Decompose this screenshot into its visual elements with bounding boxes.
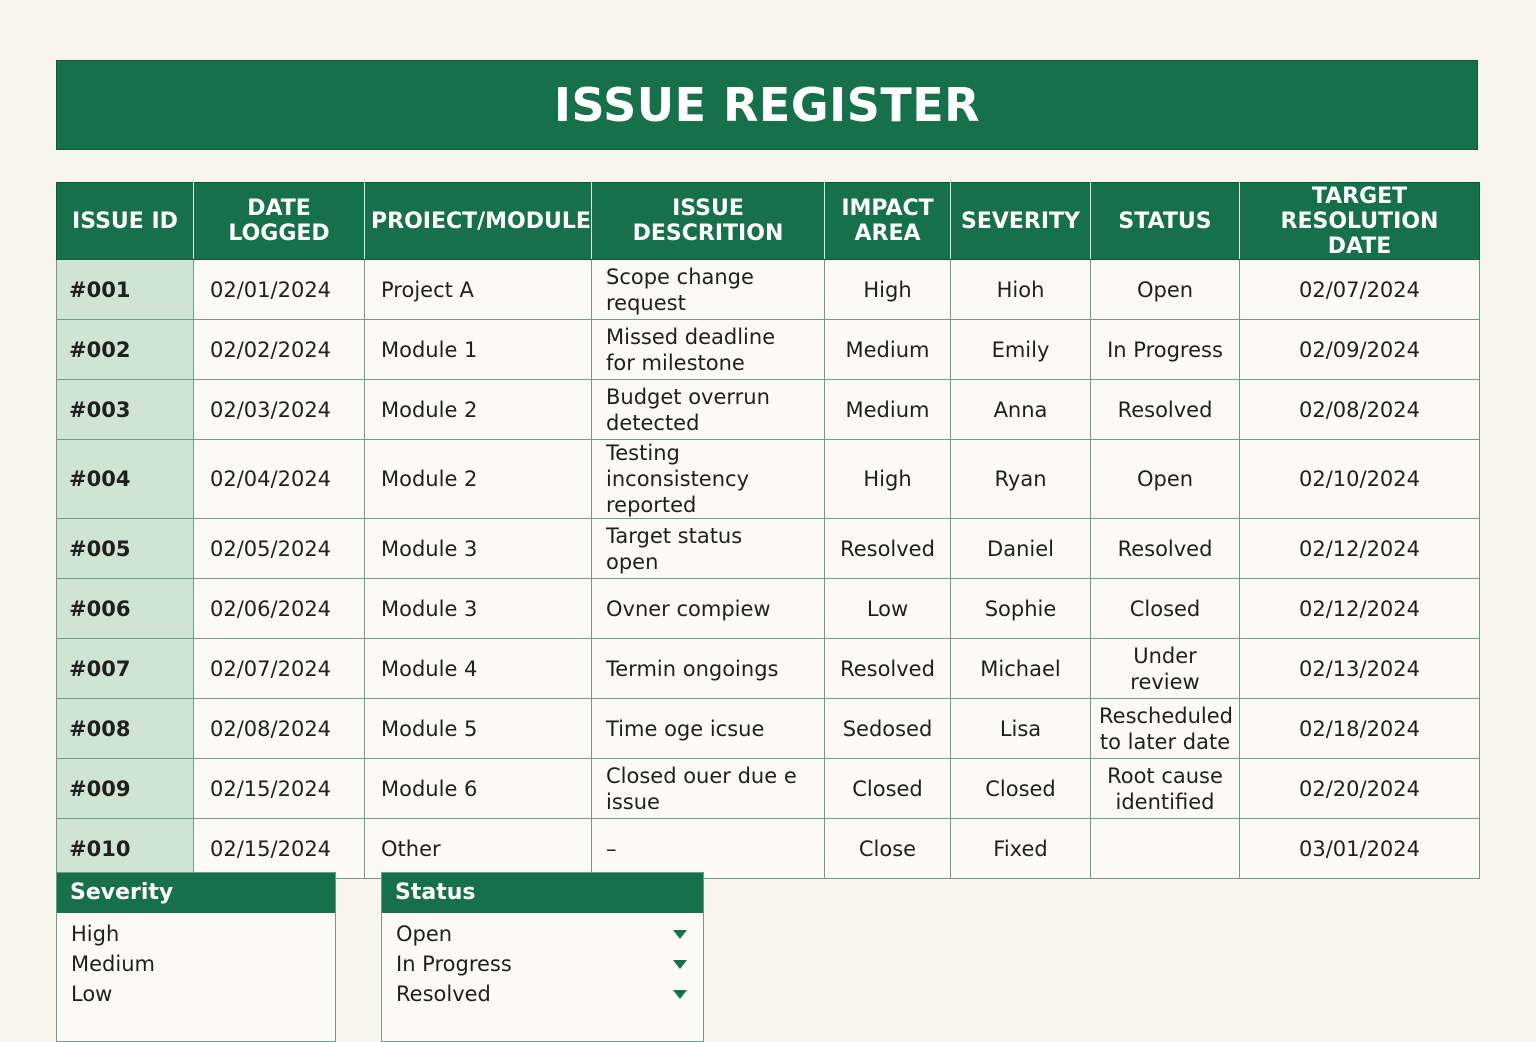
severity-cell-text: Sophie <box>984 596 1057 621</box>
issue-description-cell-text: Budget overrun detected <box>606 384 770 435</box>
impact-area-cell-text: Medium <box>845 337 930 362</box>
project-module-cell[interactable] <box>365 320 592 380</box>
target-resolution-date-cell-text: 02/08/2024 <box>1298 397 1421 422</box>
issue-id-cell[interactable] <box>57 759 194 819</box>
date-logged-cell-text: 02/05/2024 <box>210 536 332 561</box>
impact-area-cell-text: Low <box>866 596 909 621</box>
column-header-label: SEVERITY <box>961 208 1080 234</box>
date-logged-cell[interactable] <box>194 699 365 759</box>
issue-description-cell-text: Missed deadline for milestone <box>606 324 776 375</box>
date-logged-cell[interactable] <box>194 819 365 879</box>
date-logged-cell-text: 02/08/2024 <box>210 716 332 741</box>
date-logged-cell[interactable] <box>194 519 365 579</box>
status-cell-text: Closed <box>1129 596 1201 621</box>
status-option-label: In Progress <box>396 952 512 976</box>
issue-id-cell-text: #010 <box>69 836 131 861</box>
severity-cell[interactable] <box>951 440 1091 519</box>
status-cell-text: Open <box>1136 277 1194 302</box>
status-cell-text: Resolved <box>1117 536 1213 561</box>
target-resolution-date-cell-text: 03/01/2024 <box>1298 836 1421 861</box>
table-row[interactable] <box>57 579 1480 639</box>
project-module-cell[interactable] <box>365 380 592 440</box>
project-module-cell-text: Other <box>381 836 441 861</box>
chevron-down-icon[interactable] <box>673 960 687 969</box>
date-logged-cell[interactable] <box>194 380 365 440</box>
impact-area-cell[interactable] <box>825 440 951 519</box>
date-logged-cell[interactable] <box>194 260 365 320</box>
target-resolution-date-cell-text: 02/12/2024 <box>1298 536 1421 561</box>
column-header-project-module[interactable] <box>365 183 592 260</box>
date-logged-cell-text: 02/15/2024 <box>210 836 332 861</box>
status-cell[interactable] <box>1091 759 1240 819</box>
status-legend-title: Status <box>382 873 703 913</box>
status-option-label: Resolved <box>396 982 491 1006</box>
issue-id-cell-text: #003 <box>69 397 131 422</box>
column-header-label: ISSUE DESCRITION <box>632 196 784 246</box>
target-resolution-date-cell-text: 02/09/2024 <box>1298 337 1421 362</box>
issue-description-cell[interactable] <box>592 759 825 819</box>
column-header-label: ISSUE ID <box>72 208 178 234</box>
severity-cell-text: Lisa <box>999 716 1042 741</box>
status-cell[interactable] <box>1091 639 1240 699</box>
issue-id-cell-text: #001 <box>69 277 131 302</box>
issue-description-cell-text: Scope change request <box>606 264 754 315</box>
severity-cell[interactable] <box>951 759 1091 819</box>
status-cell[interactable] <box>1091 699 1240 759</box>
status-legend <box>381 872 704 1042</box>
status-cell-text: Rescheduled to later date <box>1099 703 1234 754</box>
column-header-status[interactable] <box>1091 183 1240 260</box>
severity-cell-text: Michael <box>980 656 1061 681</box>
issue-id-cell-text: #009 <box>69 776 131 801</box>
column-header-severity[interactable] <box>951 183 1091 260</box>
target-resolution-date-cell[interactable] <box>1240 699 1480 759</box>
column-header-label: PROIECT/MODULE <box>371 208 591 234</box>
issue-description-cell-text: Ovner compiew <box>606 596 771 621</box>
impact-area-cell-text: High <box>863 277 912 302</box>
target-resolution-date-cell-text: 02/12/2024 <box>1298 596 1421 621</box>
status-legend-list <box>382 913 703 1009</box>
target-resolution-date-cell-text: 02/10/2024 <box>1298 467 1421 491</box>
status-cell-text: Under review <box>1130 643 1200 694</box>
issue-id-cell[interactable] <box>57 639 194 699</box>
issue-description-cell[interactable] <box>592 819 825 879</box>
impact-area-cell-text: Medium <box>845 397 930 422</box>
status-cell-text: Open <box>1136 467 1194 491</box>
column-header-issue-id[interactable] <box>57 183 194 260</box>
column-header-label: DATE LOGGED <box>228 196 330 246</box>
project-module-cell-text: Module 3 <box>381 536 478 561</box>
table-row[interactable] <box>57 519 1480 579</box>
severity-cell-text: Closed <box>985 776 1056 801</box>
date-logged-cell-text: 02/02/2024 <box>210 337 332 362</box>
issue-description-cell-text: – <box>606 836 617 861</box>
project-module-cell[interactable] <box>365 440 592 519</box>
date-logged-cell[interactable] <box>194 759 365 819</box>
column-header-issue-description[interactable] <box>592 183 825 260</box>
status-option-label: Open <box>396 922 453 946</box>
issue-register-table <box>56 182 1480 879</box>
project-module-cell-text: Module 6 <box>381 776 478 801</box>
project-module-cell-text: Project A <box>381 277 474 302</box>
date-logged-cell[interactable] <box>194 639 365 699</box>
project-module-cell[interactable] <box>365 579 592 639</box>
target-resolution-date-cell[interactable] <box>1240 440 1480 519</box>
column-header-label: STATUS <box>1118 208 1212 234</box>
impact-area-cell[interactable] <box>825 519 951 579</box>
severity-option-low[interactable]: Low <box>71 982 113 1006</box>
impact-area-cell-text: Resolved <box>840 536 935 561</box>
status-cell[interactable] <box>1091 440 1240 519</box>
status-cell[interactable] <box>1091 320 1240 380</box>
column-header-target-resolution-date[interactable] <box>1240 183 1480 260</box>
severity-cell-text: Emily <box>991 337 1050 362</box>
issue-id-cell-text: #002 <box>69 337 131 362</box>
project-module-cell-text: Module 5 <box>381 716 478 741</box>
target-resolution-date-cell[interactable] <box>1240 819 1480 879</box>
column-header-label: IMPACT AREA <box>841 196 934 246</box>
severity-cell-text: Fixed <box>993 836 1048 861</box>
severity-legend-title: Severity <box>57 873 335 913</box>
project-module-cell[interactable] <box>365 819 592 879</box>
issue-description-cell[interactable] <box>592 260 825 320</box>
table-row[interactable] <box>57 819 1480 879</box>
issue-id-cell[interactable] <box>57 579 194 639</box>
severity-cell-text: Daniel <box>987 536 1054 561</box>
severity-cell-text: Hioh <box>996 277 1045 302</box>
table-row[interactable] <box>57 759 1480 819</box>
project-module-cell[interactable] <box>365 759 592 819</box>
date-logged-cell-text: 02/01/2024 <box>210 277 332 302</box>
status-cell-text: Root cause identified <box>1107 763 1223 814</box>
impact-area-cell[interactable] <box>825 320 951 380</box>
impact-area-cell-text: Resolved <box>840 656 935 681</box>
title-banner <box>56 60 1478 150</box>
severity-cell[interactable] <box>951 639 1091 699</box>
status-cell[interactable] <box>1091 579 1240 639</box>
status-option-in-progress[interactable] <box>382 949 703 979</box>
date-logged-cell-text: 02/04/2024 <box>210 467 332 491</box>
severity-cell-text: Anna <box>993 397 1048 422</box>
issue-description-cell[interactable] <box>592 440 825 519</box>
status-cell-text: Resolved <box>1117 397 1213 422</box>
impact-area-cell-text: Sedosed <box>842 716 933 741</box>
issue-description-cell[interactable] <box>592 320 825 380</box>
severity-cell[interactable] <box>951 260 1091 320</box>
impact-area-cell[interactable] <box>825 260 951 320</box>
project-module-cell[interactable] <box>365 699 592 759</box>
severity-option-high[interactable]: High <box>71 922 120 946</box>
table-body <box>57 260 1480 879</box>
severity-cell-text: Ryan <box>994 467 1047 491</box>
impact-area-cell[interactable] <box>825 579 951 639</box>
severity-legend <box>56 872 336 1042</box>
column-header-impact-area[interactable] <box>825 183 951 260</box>
target-resolution-date-cell[interactable] <box>1240 260 1480 320</box>
target-resolution-date-cell-text: 02/07/2024 <box>1298 277 1421 302</box>
impact-area-cell[interactable] <box>825 699 951 759</box>
date-logged-cell[interactable] <box>194 440 365 519</box>
issue-description-cell[interactable] <box>592 639 825 699</box>
project-module-cell-text: Module 2 <box>381 467 478 491</box>
issue-id-cell[interactable] <box>57 699 194 759</box>
page-title: ISSUE REGISTER <box>553 78 981 132</box>
issue-id-cell[interactable] <box>57 260 194 320</box>
status-cell[interactable] <box>1091 519 1240 579</box>
issue-description-cell[interactable] <box>592 519 825 579</box>
impact-area-cell-text: High <box>863 467 912 491</box>
project-module-cell-text: Module 3 <box>381 596 478 621</box>
date-logged-cell-text: 02/03/2024 <box>210 397 332 422</box>
target-resolution-date-cell-text: 02/13/2024 <box>1298 656 1421 681</box>
status-cell[interactable] <box>1091 819 1240 879</box>
severity-cell[interactable] <box>951 819 1091 879</box>
issue-description-cell-text: Time oge icsue <box>606 716 765 741</box>
issue-description-cell-text: Target status open <box>606 523 743 574</box>
issue-id-cell[interactable] <box>57 320 194 380</box>
date-logged-cell-text: 02/06/2024 <box>210 596 332 621</box>
target-resolution-date-cell[interactable] <box>1240 759 1480 819</box>
target-resolution-date-cell[interactable] <box>1240 579 1480 639</box>
issue-description-cell[interactable] <box>592 579 825 639</box>
severity-cell[interactable] <box>951 699 1091 759</box>
severity-cell[interactable] <box>951 579 1091 639</box>
severity-legend-list <box>57 913 335 1009</box>
impact-area-cell-text: Close <box>858 836 917 861</box>
severity-cell[interactable] <box>951 519 1091 579</box>
issue-id-cell-text: #004 <box>69 467 131 491</box>
issue-description-cell-text: Termin ongoings <box>606 656 779 681</box>
target-resolution-date-cell[interactable] <box>1240 639 1480 699</box>
issue-id-cell[interactable] <box>57 519 194 579</box>
impact-area-cell[interactable] <box>825 380 951 440</box>
severity-option-medium[interactable]: Medium <box>71 952 155 976</box>
table-row[interactable] <box>57 699 1480 759</box>
severity-cell[interactable] <box>951 320 1091 380</box>
date-logged-cell-text: 02/07/2024 <box>210 656 332 681</box>
project-module-cell[interactable] <box>365 519 592 579</box>
target-resolution-date-cell[interactable] <box>1240 380 1480 440</box>
table-row[interactable] <box>57 260 1480 320</box>
column-header-label: TARGET RESOLUTION DATE <box>1280 183 1439 259</box>
status-option-open[interactable] <box>382 919 703 949</box>
status-cell-text: In Progress <box>1107 337 1223 362</box>
target-resolution-date-cell[interactable] <box>1240 320 1480 380</box>
status-cell[interactable] <box>1091 260 1240 320</box>
status-cell[interactable] <box>1091 380 1240 440</box>
impact-area-cell-text: Closed <box>852 776 923 801</box>
issue-id-cell-text: #007 <box>69 656 131 681</box>
issue-id-cell[interactable] <box>57 819 194 879</box>
issue-id-cell[interactable] <box>57 380 194 440</box>
severity-cell[interactable] <box>951 380 1091 440</box>
chevron-down-icon[interactable] <box>673 930 687 939</box>
status-option-resolved[interactable] <box>382 979 703 1009</box>
date-logged-cell[interactable] <box>194 320 365 380</box>
table-row[interactable] <box>57 639 1480 699</box>
date-logged-cell-text: 02/15/2024 <box>210 776 332 801</box>
issue-id-cell-text: #008 <box>69 716 131 741</box>
table-row[interactable] <box>57 380 1480 440</box>
target-resolution-date-cell-text: 02/18/2024 <box>1298 716 1421 741</box>
project-module-cell-text: Module 4 <box>381 656 478 681</box>
impact-area-cell[interactable] <box>825 759 951 819</box>
table-row[interactable] <box>57 320 1480 380</box>
column-header-date-logged[interactable] <box>194 183 365 260</box>
impact-area-cell[interactable] <box>825 819 951 879</box>
issue-description-cell[interactable] <box>592 380 825 440</box>
table-header-row <box>57 183 1480 260</box>
project-module-cell-text: Module 1 <box>381 337 478 362</box>
chevron-down-icon[interactable] <box>673 990 687 999</box>
target-resolution-date-cell-text: 02/20/2024 <box>1298 776 1421 801</box>
issue-id-cell[interactable] <box>57 440 194 519</box>
impact-area-cell[interactable] <box>825 639 951 699</box>
project-module-cell[interactable] <box>365 260 592 320</box>
date-logged-cell[interactable] <box>194 579 365 639</box>
issue-description-cell-text: Testing inconsistency reported <box>606 441 750 517</box>
project-module-cell-text: Module 2 <box>381 397 478 422</box>
target-resolution-date-cell[interactable] <box>1240 519 1480 579</box>
issue-id-cell-text: #005 <box>69 536 131 561</box>
issue-id-cell-text: #006 <box>69 596 131 621</box>
table-row[interactable] <box>57 440 1480 519</box>
project-module-cell[interactable] <box>365 639 592 699</box>
issue-description-cell-text: Closed ouer due e issue <box>606 763 797 814</box>
issue-description-cell[interactable] <box>592 699 825 759</box>
